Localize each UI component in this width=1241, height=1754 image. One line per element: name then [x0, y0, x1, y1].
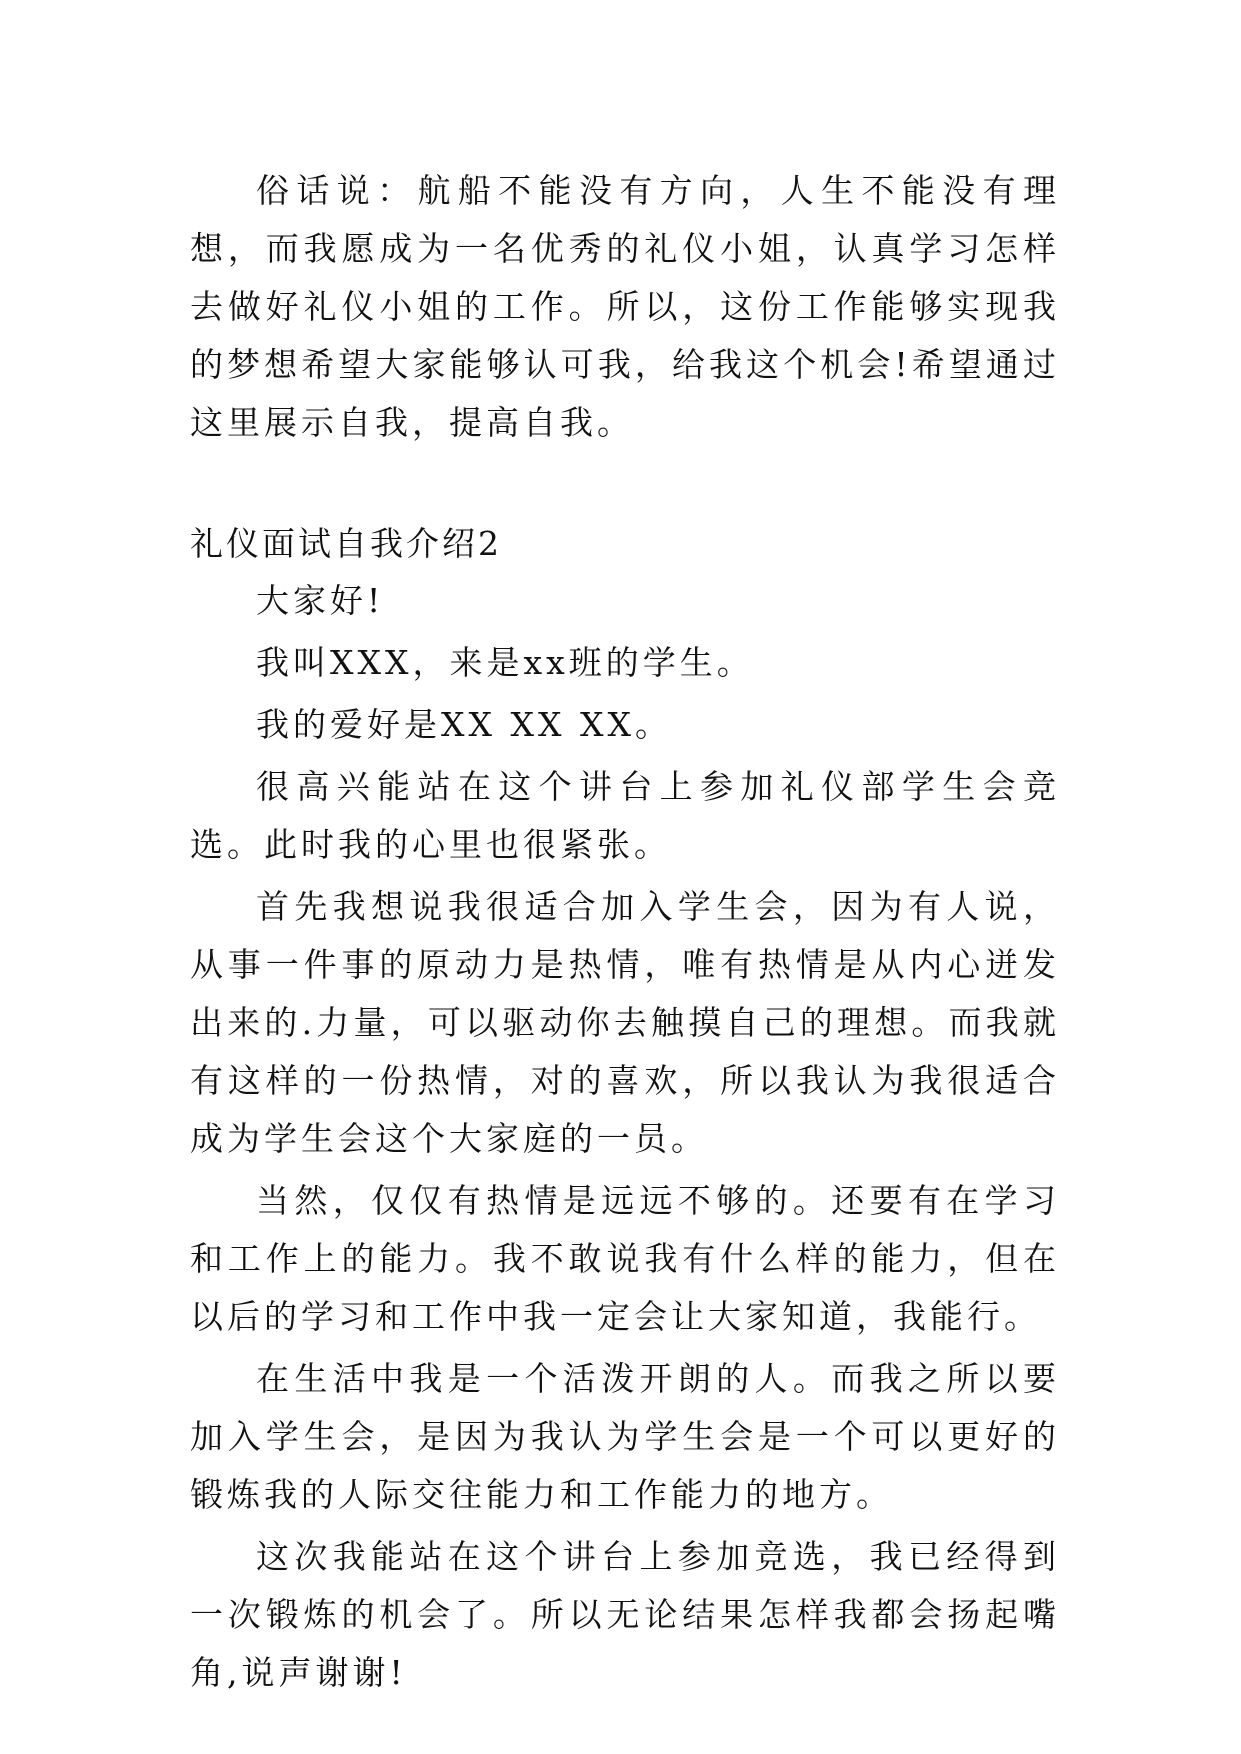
paragraph-greeting: 大家好!	[256, 581, 385, 620]
paragraph-hobby: 我的爱好是XX XX XX。	[256, 705, 672, 744]
paragraph-personality: 在生活中我是一个活泼开朗的人。而我之所以要加入学生会，是因为我认为学生会是一个可以更好的锻炼我的人际交往能力和工作能力的地方。	[190, 1359, 1060, 1514]
section-title: 礼仪面试自我介绍2	[190, 524, 502, 563]
paragraph-passion: 首先我想说我很适合加入学生会，因为有人说，从事一件事的原动力是热情，唯有热情是从内心迸发出来的.力量，可以驱动你去触摸自己的理想。而我就有这样的一份热情，对的喜欢，所以我认为我很适合成为学生会这个大家庭的一员。	[190, 887, 1060, 1158]
document-body	[190, 162, 1060, 1702]
paragraph-ability: 当然，仅仅有热情是远远不够的。还要有在学习和工作上的能力。我不敢说我有什么样的能力，但在以后的学习和工作中我一定会让大家知道，我能行。	[190, 1181, 1060, 1336]
paragraph-closing: 这次我能站在这个讲台上参加竞选，我已经得到一次锻炼的机会了。所以无论结果怎样我都会扬起嘴角,说声谢谢!	[190, 1537, 1060, 1692]
intro-paragraph: 俗话说：航船不能没有方向，人生不能没有理想，而我愿成为一名优秀的礼仪小姐，认真学习怎样去做好礼仪小姐的工作。所以，这份工作能够实现我的梦想希望大家能够认可我，给我这个机会!希望通过这里展示自我，提高自我。	[190, 171, 1060, 442]
paragraph-name: 我叫XXX，来是xx班的学生。	[256, 643, 754, 682]
paragraph-opening: 很高兴能站在这个讲台上参加礼仪部学生会竞选。此时我的心里也很紧张。	[190, 767, 1060, 864]
